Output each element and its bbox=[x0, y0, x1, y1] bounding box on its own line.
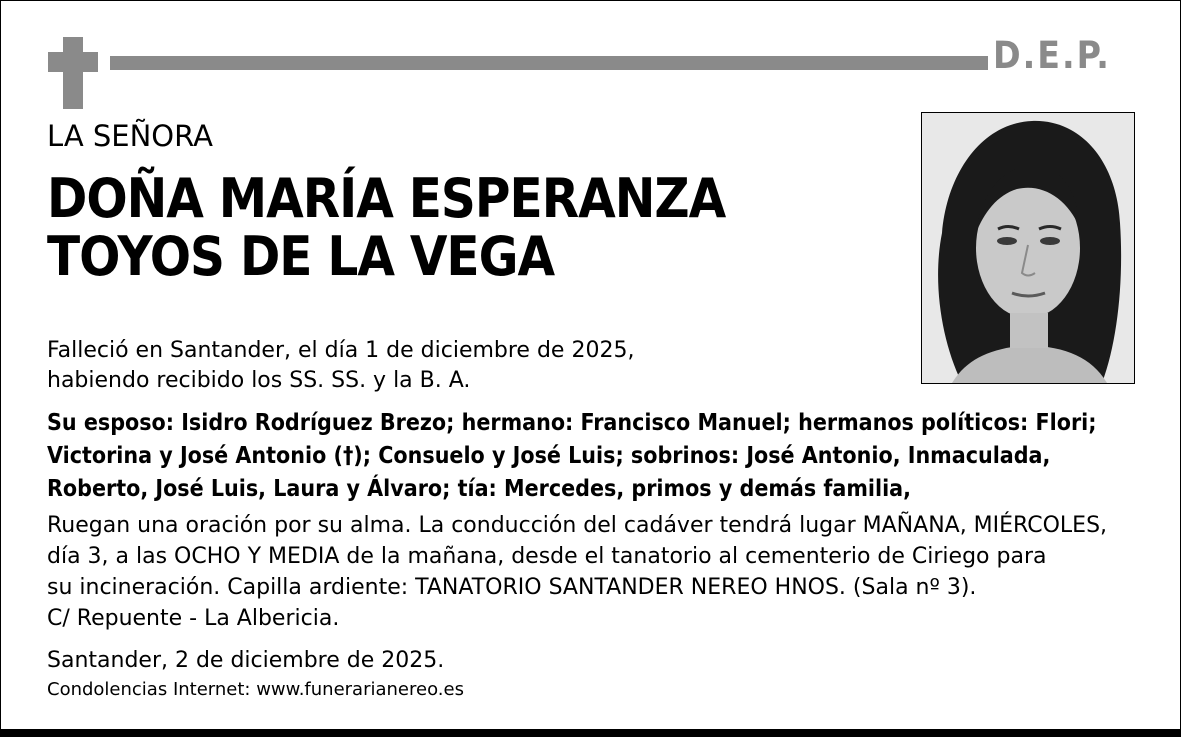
cross-icon-bar bbox=[48, 52, 98, 72]
family-line-3: Roberto, José Luis, Laura y Álvaro; tía: Mercedes, primos y demás familia, bbox=[47, 476, 911, 502]
death-notice-line-2: habiendo recibido los SS. SS. y la B. A. bbox=[47, 368, 471, 393]
service-line-2: día 3, a las OCHO Y MEDIA de la mañana, desde el tanatorio al cementerio de Ciriego para bbox=[47, 544, 1047, 569]
cross-icon bbox=[63, 37, 83, 109]
service-line-1: Ruegan una oración por su alma. La conducción del cadáver tendrá lugar MAÑANA, MIÉRCOLES, bbox=[47, 513, 1108, 538]
service-address: C/ Repuente - La Albericia. bbox=[47, 606, 340, 631]
death-notice-line-1: Falleció en Santander, el día 1 de diciembre de 2025, bbox=[47, 338, 635, 363]
portrait-photo bbox=[921, 112, 1135, 384]
honorific: LA SEÑORA bbox=[47, 119, 213, 153]
place-date: Santander, 2 de diciembre de 2025. bbox=[47, 648, 445, 673]
deceased-name-line-2: TOYOS DE LA VEGA bbox=[47, 225, 555, 288]
deceased-name-line-1: DOÑA MARÍA ESPERANZA bbox=[47, 167, 726, 230]
family-line-1: Su esposo: Isidro Rodríguez Brezo; hermano: Francisco Manuel; hermanos políticos: Flori; bbox=[47, 410, 1097, 436]
deceased-name bbox=[47, 167, 726, 288]
service-line-3: su incineración. Capilla ardiente: TANATORIO SANTANDER NEREO HNOS. (Sala nº 3). bbox=[47, 575, 977, 600]
family-line-2: Victorina y José Antonio (†); Consuelo y José Luis; sobrinos: José Antonio, Inmaculada, bbox=[47, 443, 1051, 469]
condolences-link: Condolencias Internet: www.funerarianereo.es bbox=[47, 679, 464, 700]
header-rule bbox=[110, 56, 988, 70]
dep-label: D.E.P. bbox=[993, 34, 1111, 77]
